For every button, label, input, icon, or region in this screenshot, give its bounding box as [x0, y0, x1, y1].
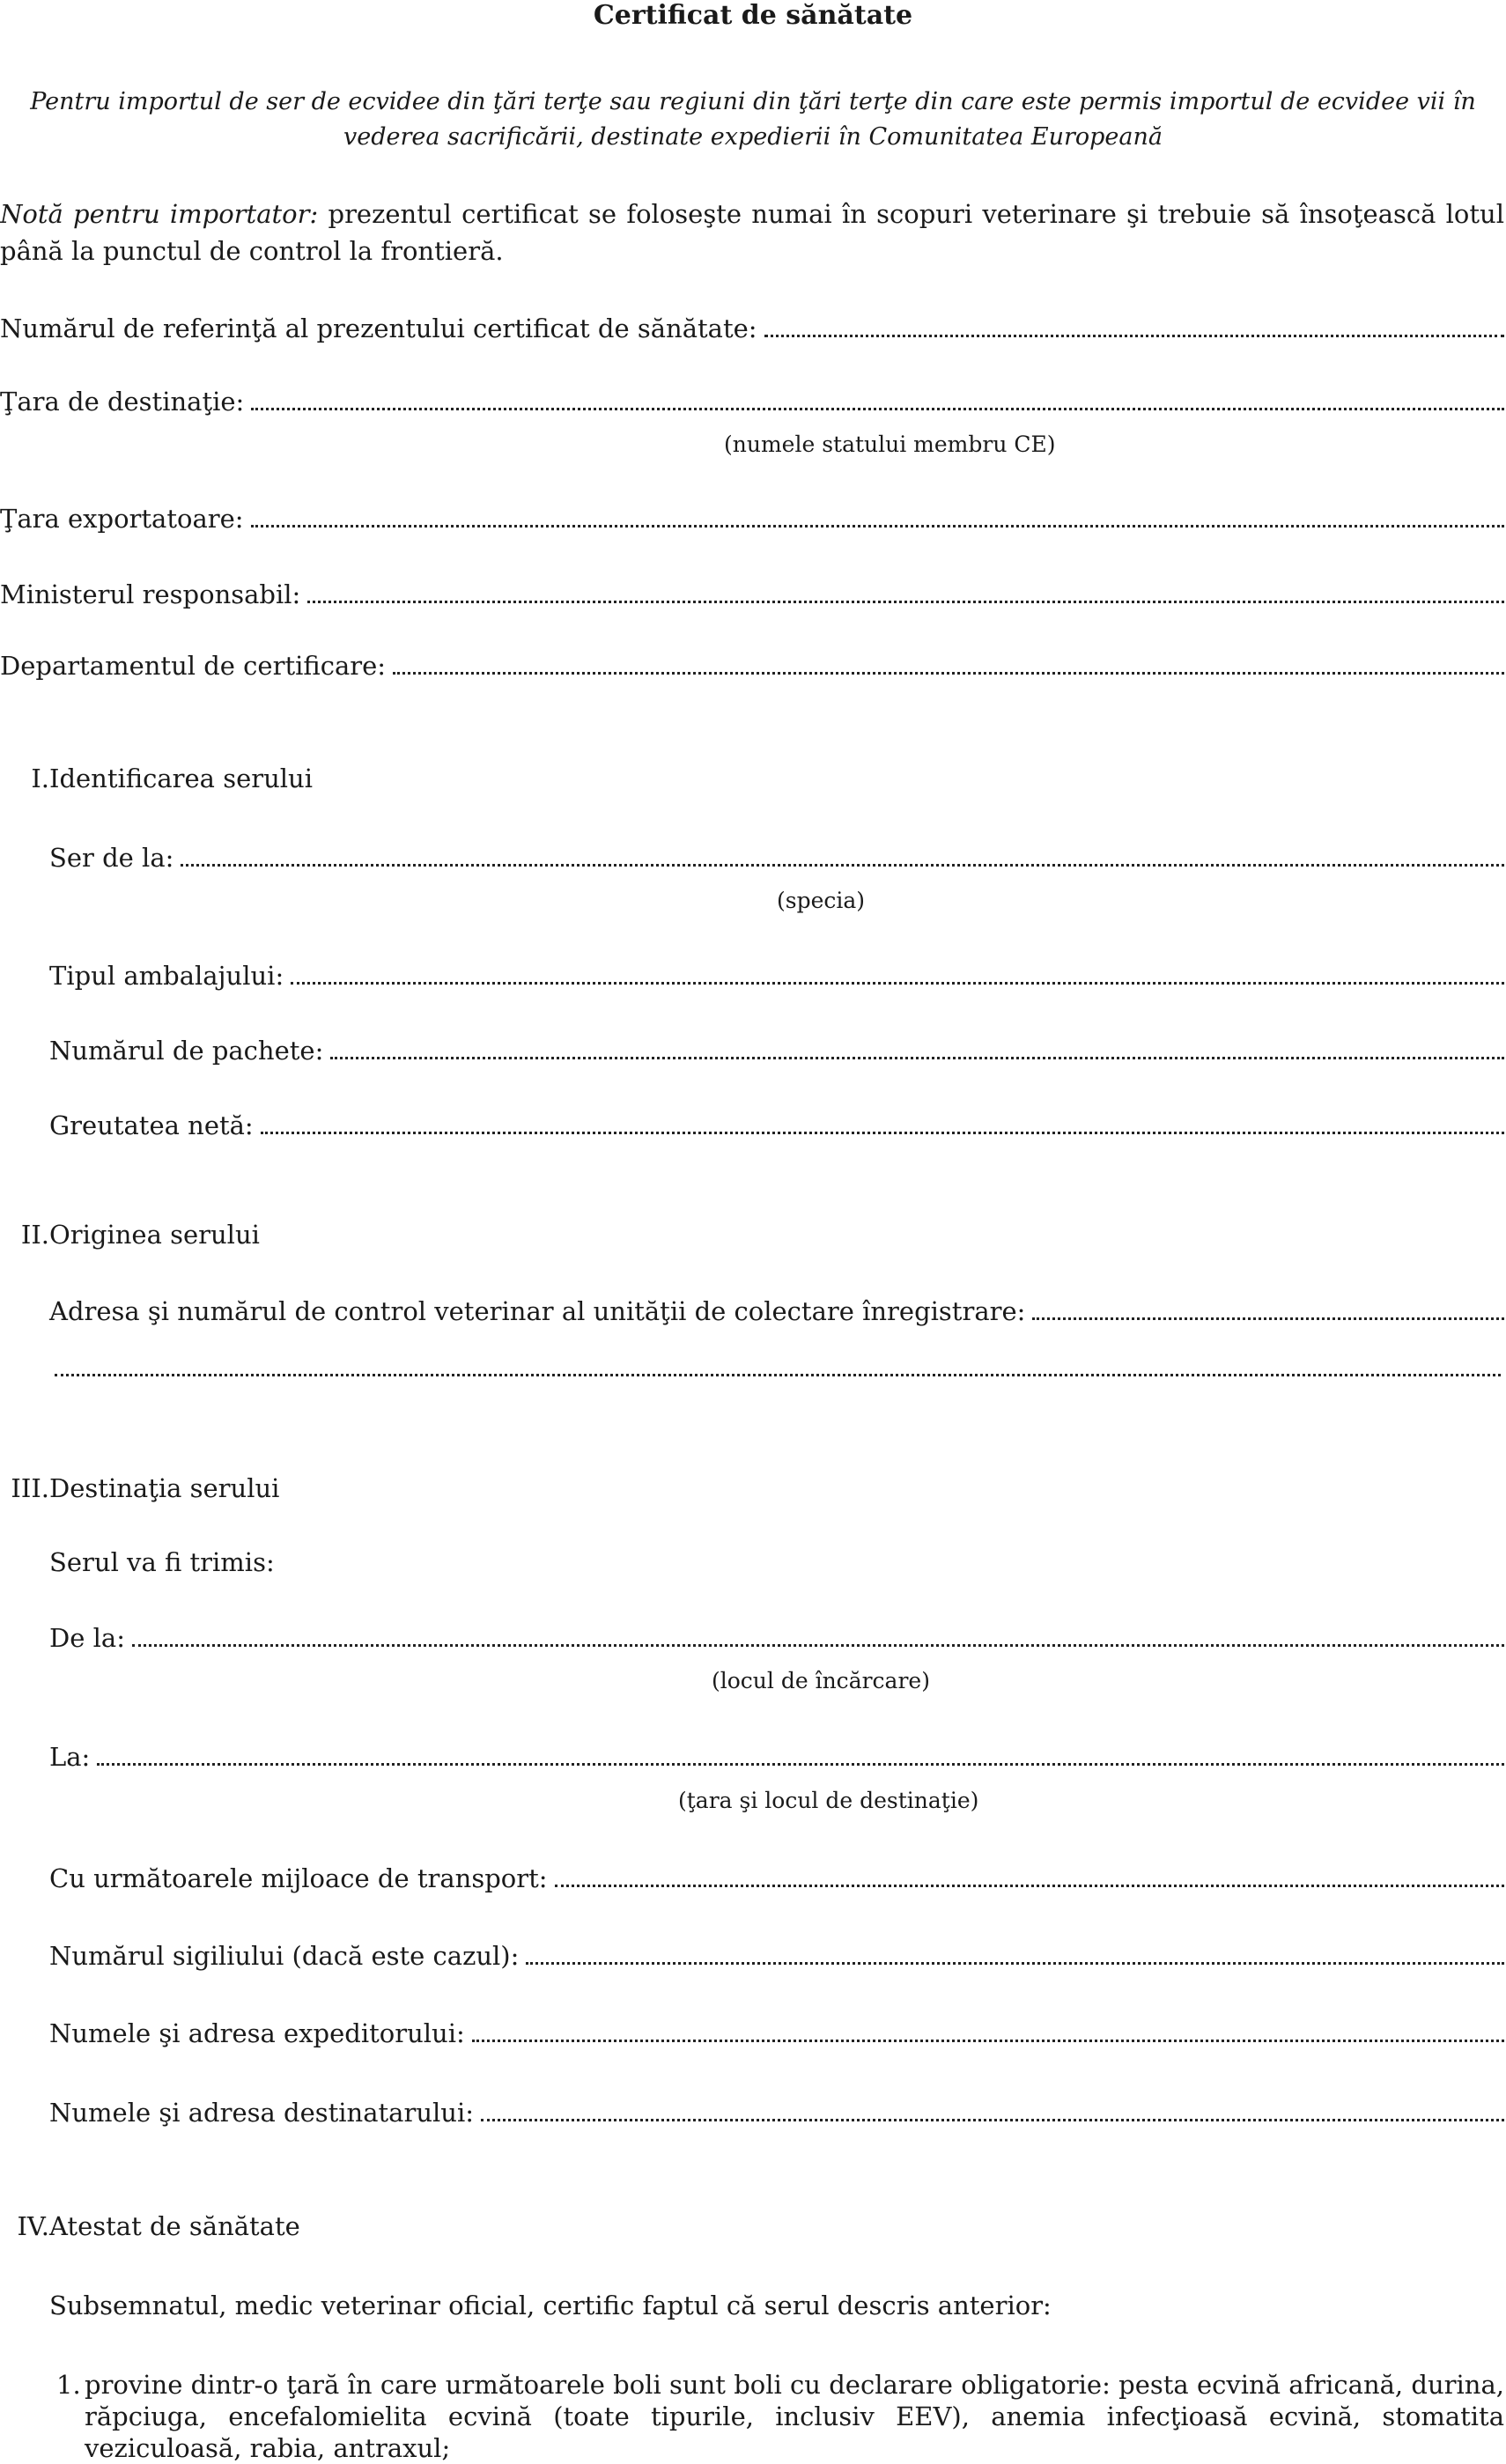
seal-number-label: Numărul sigiliului (dacă este cazul):	[49, 1941, 520, 1971]
net-weight-field[interactable]	[49, 1105, 1504, 1140]
destination-country-field[interactable]	[0, 381, 1504, 417]
ministry-field[interactable]	[0, 574, 1504, 609]
destination-country-hint: (numele statului membru CE)	[724, 432, 1056, 457]
department-label: Departamentul de certificare:	[0, 651, 387, 681]
department-line[interactable]	[393, 672, 1504, 675]
packaging-field[interactable]	[49, 955, 1504, 991]
net-weight-line[interactable]	[261, 1132, 1504, 1134]
packages-label: Numărul de pachete:	[49, 1036, 324, 1066]
seal-number-line[interactable]	[526, 1962, 1504, 1965]
attestation-item-1	[49, 2369, 1504, 2464]
packages-line[interactable]	[330, 1057, 1504, 1059]
net-weight-label: Greutatea netă:	[49, 1110, 254, 1140]
seal-number-field[interactable]	[49, 1936, 1504, 1971]
loading-place-line[interactable]	[132, 1644, 1504, 1647]
sender-label: Numele şi adresa expeditorului:	[49, 2018, 465, 2048]
loading-place-field[interactable]	[49, 1618, 1504, 1653]
collection-unit-address-label: Adresa şi numărul de control veterinar al unităţii de colectare înregistrare:	[49, 1296, 1026, 1326]
destination-place-label: La:	[49, 1742, 91, 1772]
consignee-field[interactable]	[49, 2092, 1504, 2128]
destination-place-line[interactable]	[97, 1763, 1504, 1766]
species-hint: (specia)	[777, 888, 866, 913]
packaging-line[interactable]	[291, 982, 1504, 985]
collection-unit-address-field[interactable]	[49, 1291, 1504, 1326]
attestation-item-number: 1.	[56, 2370, 81, 2400]
section-4-title: Atestat de sănătate	[49, 2211, 300, 2241]
importer-note	[0, 195, 1504, 269]
importer-note-label: Notă pentru importator:	[0, 199, 319, 229]
exporting-country-label: Ţara exportatoare:	[0, 504, 244, 534]
sender-line[interactable]	[472, 2040, 1504, 2042]
section-1-number: I.	[31, 764, 49, 793]
loading-place-label: De la:	[49, 1623, 125, 1653]
section-4-number: IV.	[17, 2211, 49, 2241]
attestation-intro: Subsemnatul, medic veterinar oficial, certific faptul că serul descris anterior:	[49, 2291, 1052, 2320]
reference-number-field[interactable]	[0, 308, 1504, 343]
reference-number-label: Numărul de referinţă al prezentului certificat de sănătate:	[0, 314, 757, 343]
ministry-label: Ministerul responsabil:	[0, 579, 301, 609]
department-field[interactable]	[0, 646, 1504, 681]
transport-line[interactable]	[555, 1885, 1504, 1887]
section-4-heading	[0, 2210, 300, 2242]
section-3-number: III.	[11, 1473, 49, 1503]
destination-place-field[interactable]	[49, 1737, 1504, 1772]
destination-country-line[interactable]	[251, 408, 1504, 410]
section-3-heading	[0, 1472, 280, 1504]
loading-place-hint: (locul de încărcare)	[712, 1668, 930, 1693]
collection-unit-address-line[interactable]	[1032, 1317, 1504, 1320]
reference-number-line[interactable]	[764, 335, 1504, 337]
section-2-title: Originea serului	[49, 1220, 260, 1250]
serum-from-field[interactable]	[49, 837, 1504, 873]
section-1-title: Identificarea serului	[49, 764, 314, 793]
collection-unit-address-line-2[interactable]	[55, 1374, 1501, 1376]
sender-field[interactable]	[49, 2013, 1504, 2048]
packages-field[interactable]	[49, 1030, 1504, 1066]
consignee-line[interactable]	[481, 2119, 1504, 2121]
serum-sent-label: Serul va fi trimis:	[49, 1547, 275, 1577]
section-1-heading	[0, 763, 314, 794]
attestation-item-text: provine dintr-o ţară în care următoarele boli sunt boli cu declarare obligatorie: pesta ecvină africană, durina, răpciuga, encefalomielita ecvină (toate tipurile, inclusiv EEV), anemia infecţioasă ecvină, stomatita veziculoasă, rabia, antraxul;	[85, 2370, 1504, 2463]
section-2-number: II.	[20, 1220, 49, 1250]
packaging-label: Tipul ambalajului:	[49, 961, 284, 991]
section-3-title: Destinaţia serului	[49, 1473, 280, 1503]
consignee-label: Numele şi adresa destinatarului:	[49, 2098, 474, 2128]
exporting-country-line[interactable]	[251, 525, 1504, 527]
certificate-title: Certificat de sănătate	[593, 0, 913, 31]
serum-from-line[interactable]	[181, 864, 1504, 867]
transport-label: Cu următoarele mijloace de transport:	[49, 1863, 548, 1893]
certificate-subtitle: Pentru importul de ser de ecvidee din ţări terţe sau regiuni din ţări terţe din care este permis importul de ecvidee vii în vederea sacrificării, destinate expedierii în Comunitatea Europeană	[30, 88, 1476, 151]
section-2-heading	[0, 1219, 260, 1250]
transport-field[interactable]	[49, 1858, 1504, 1893]
importer-note-text: prezentul certificat se foloseşte numai în scopuri veterinare şi trebuie să însoţească lotul până la punctul de control la frontieră.	[0, 199, 1504, 266]
destination-place-hint: (ţara şi locul de destinaţie)	[678, 1788, 979, 1813]
serum-from-label: Ser de la:	[49, 843, 174, 873]
destination-country-label: Ţara de destinaţie:	[0, 387, 245, 417]
ministry-line[interactable]	[307, 601, 1504, 603]
exporting-country-field[interactable]	[0, 498, 1504, 534]
